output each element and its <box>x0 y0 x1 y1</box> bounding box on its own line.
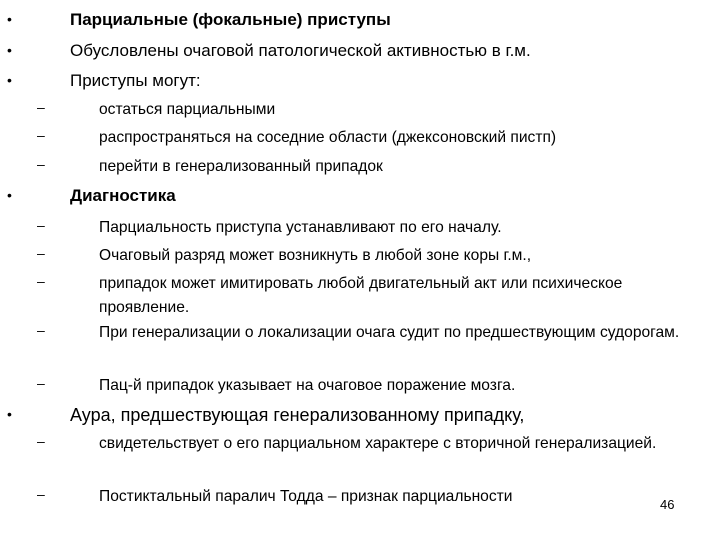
page-number: 46 <box>660 497 675 512</box>
bullet-icon: • <box>7 11 12 27</box>
sub-item-text: При генерализации о локализации очага судит по предшествующим судорогам. <box>99 324 680 341</box>
bullet-heading: Диагностика <box>70 186 176 205</box>
dash-icon: – <box>37 156 45 172</box>
dash-icon: – <box>37 127 45 143</box>
sub-item-text: Очаговый разряд может возникнуть в любой зоне коры г.м., <box>99 247 532 264</box>
bullet-icon: • <box>7 72 12 88</box>
sub-item-text: Постиктальный паралич Тодда – признак парциальности <box>99 488 513 505</box>
dash-icon: – <box>37 375 45 391</box>
bullet-text: Обусловлены очаговой патологической активностью в г.м. <box>70 41 531 60</box>
bullet-icon: • <box>7 42 12 58</box>
sub-item-text: распространяться на соседние области (джексоновский пистп) <box>99 129 557 146</box>
dash-icon: – <box>37 273 45 289</box>
sub-item-text: Парциальность приступа устанавливают по его началу. <box>99 219 502 236</box>
sub-item-text: припадок может имитировать любой двигательный акт или психическое проявление. <box>99 275 623 316</box>
sub-item-text: Пац-й припадок указывает на очаговое поражение мозга. <box>99 377 516 394</box>
dash-icon: – <box>37 433 45 449</box>
dash-icon: – <box>37 99 45 115</box>
bullet-text: Аура, предшествующая генерализованному припадку, <box>70 405 525 425</box>
bullet-icon: • <box>7 187 12 203</box>
dash-icon: – <box>37 322 45 338</box>
sub-item-text: свидетельствует о его парциальном характере с вторичной генерализацией. <box>99 435 657 452</box>
bullet-icon: • <box>7 406 12 422</box>
sub-item-text: остаться парциальными <box>99 101 276 118</box>
dash-icon: – <box>37 486 45 502</box>
dash-icon: – <box>37 245 45 261</box>
bullet-text: Приступы могут: <box>70 71 201 90</box>
sub-item-text: перейти в генерализованный припадок <box>99 158 383 175</box>
bullet-heading: Парциальные (фокальные) приступы <box>70 10 391 29</box>
dash-icon: – <box>37 217 45 233</box>
